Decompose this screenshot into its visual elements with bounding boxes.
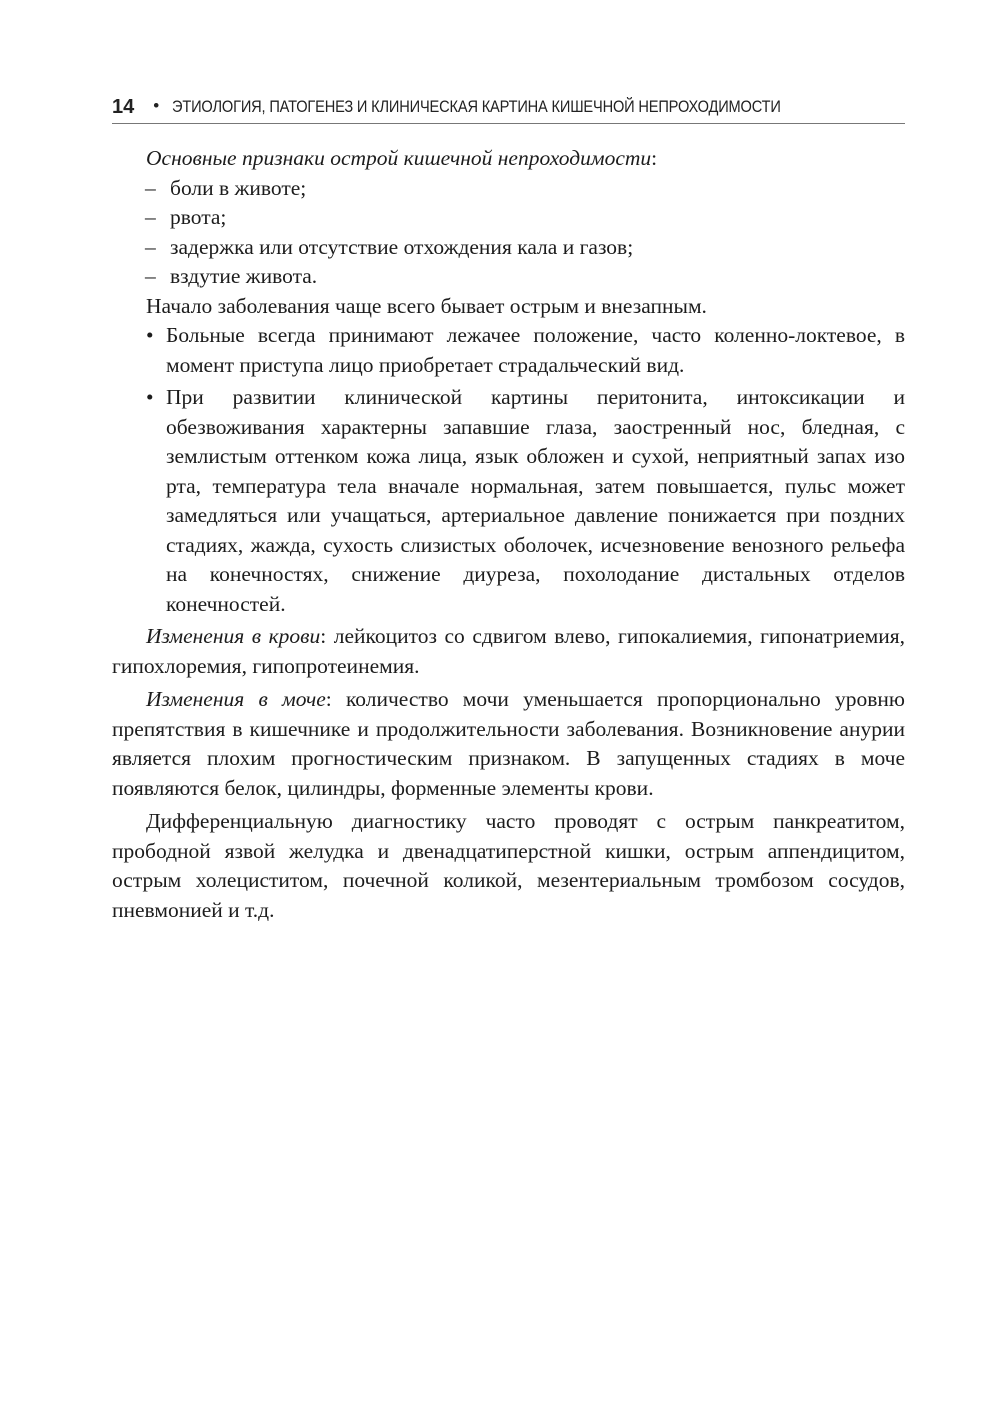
bullet-marker-icon: • — [146, 323, 154, 347]
dash-marker: – — [145, 234, 156, 259]
urine-changes-label: Изменения в моче — [146, 687, 326, 711]
bullet-item-text: Больные всегда принимают лежачее положение, часто коленно-локтевое, в момент приступа лицо приобретает страдальческий вид. — [166, 323, 905, 377]
dash-marker: – — [145, 205, 156, 229]
running-header — [112, 92, 905, 122]
list-item-text: боли в животе; — [170, 175, 307, 200]
list-item — [112, 203, 905, 233]
chapter-title: ЭТИОЛОГИЯ, ПАТОГЕНЕЗ И КЛИНИЧЕСКАЯ КАРТИНА КИШЕЧНОЙ НЕПРОХОДИМОСТИ — [172, 97, 781, 116]
list-item — [112, 262, 905, 292]
blood-changes-paragraph — [112, 622, 905, 681]
blood-changes-label: Изменения в крови — [146, 624, 321, 648]
page-body — [112, 144, 905, 925]
urine-changes-text: : количество мочи уменьшается пропорционально уровню препятствия в кишечнике и продолжительности заболевания. Возникновение анурии является плохим прогностическим признаком. В запущенных стадиях в моче появляются белок, цилиндры, форменные элементы крови. — [112, 687, 905, 800]
page-number: 14 — [112, 95, 135, 118]
onset-paragraph: Начало заболевания чаще всего бывает острым и внезапным. — [146, 293, 707, 318]
list-item-text: рвота; — [170, 205, 227, 229]
bullet-item — [112, 383, 905, 619]
bullet-item-text: При развитии клинической картины перитонита, интоксикации и обезвоживания характерны запавшие глаза, заостренный нос, бледная, с землистым оттенком кожа лица, язык обложен и сухой, неприятный запах изо рта, температура тела вначале нормальная, затем повышается, пульс может замедляться или учащаться, артериальное давление понижается при поздних стадиях, жажда, сухость слизистых оболочек, исчезновение венозного рельефа на конечностях, снижение диуреза, похолодание дистальных отделов конечностей. — [166, 385, 905, 616]
blood-changes-text: : лейкоцитоз со сдвигом влево, гипокалиемия, гипонатриемия, гипохлоремия, гипопротеинемия. — [112, 624, 905, 678]
dash-marker: – — [145, 175, 156, 200]
list-item — [112, 174, 905, 204]
signs-list — [112, 174, 905, 292]
differential-paragraph: Дифференциальную диагностику часто проводят с острым панкреатитом, прободной язвой желудка и двенадцатиперстной кишки, острым аппендицитом, острым холециститом, почечной коликой, мезентериальным тромбозом сосудов, пневмонией и т.д. — [112, 809, 905, 922]
list-item-text: задержка или отсутствие отхождения кала и газов; — [170, 234, 634, 259]
list-item-text: вздутие живота. — [170, 264, 318, 288]
bullet-marker-icon: • — [146, 385, 154, 409]
signs-heading-colon: : — [651, 146, 658, 170]
urine-changes-paragraph — [112, 685, 905, 803]
header-bullet-icon: • — [153, 96, 160, 115]
signs-heading-paragraph — [112, 144, 905, 174]
header-divider — [112, 123, 905, 124]
list-item — [112, 233, 905, 263]
signs-heading: Основные признаки острой кишечной непроходимости — [146, 146, 652, 170]
symptoms-bullet-list — [112, 321, 905, 619]
dash-marker: – — [145, 264, 156, 288]
bullet-item — [112, 321, 905, 380]
